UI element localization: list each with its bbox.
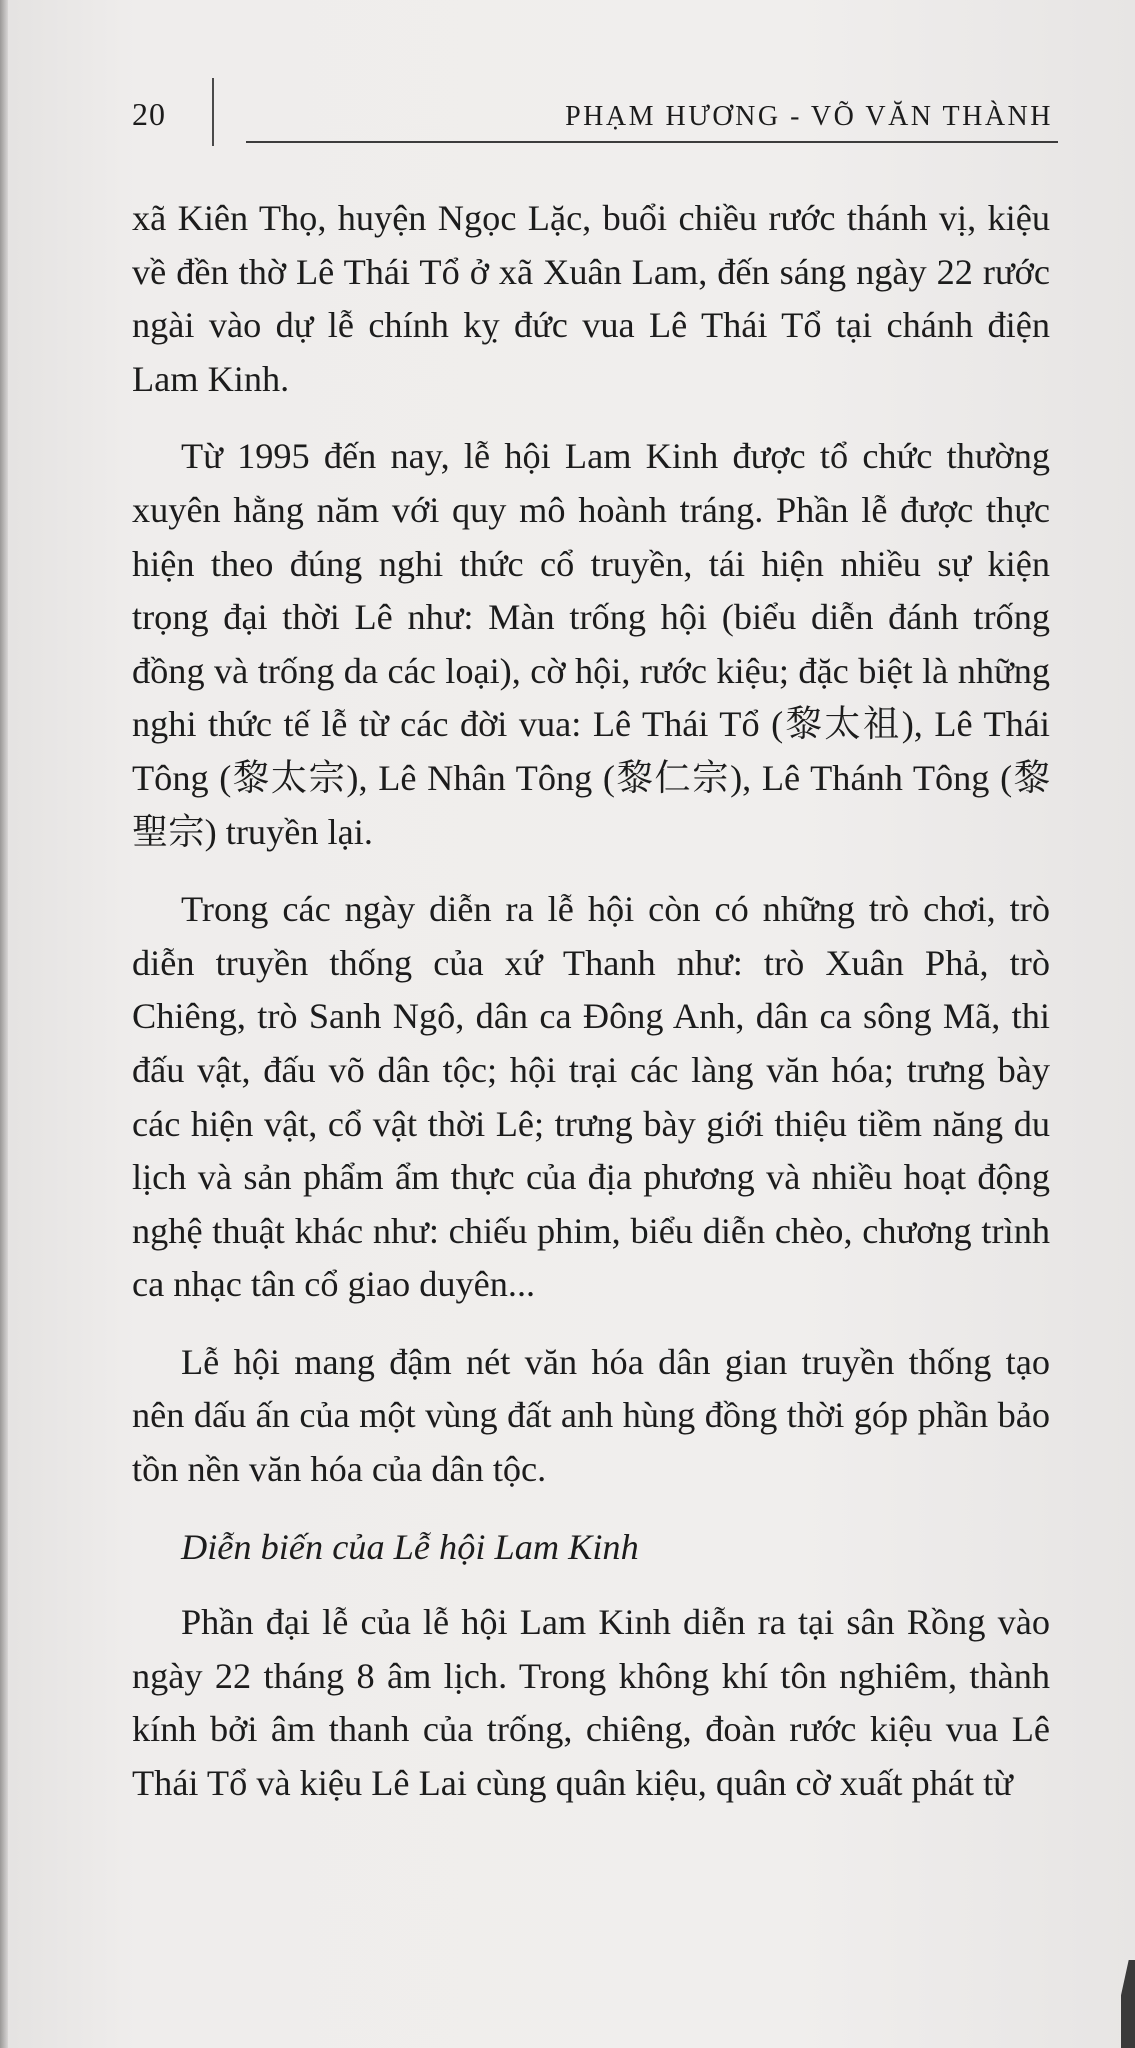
page-header [0,0,1135,160]
paragraph-main-ceremony: Phần đại lễ của lễ hội Lam Kinh diễn ra tại sân Rồng vào ngày 22 tháng 8 âm lịch. Trong không khí tôn nghiêm, thành kính bởi âm thanh của trống, chiêng, đoàn rước kiệu vua Lê Thái Tổ và kiệu Lê Lai cùng quân kiệu, quân cờ xuất phát từ [132,1602,1050,1804]
paragraph-festival-since-1995: Từ 1995 đến nay, lễ hội Lam Kinh được tổ chức thường xuyên hằng năm với quy mô hoành tráng. Phần lễ được thực hiện theo đúng nghi thức cổ truyền, tái hiện nhiều sự kiện trọng đại thời Lê như: Màn trống hội (biểu diễn đánh trống đồng và trống da các loại), cờ hội, rước kiệu; đặc biệt là những nghi thức tế lễ từ các đời vua: Lê Thái Tổ (黎太祖), Lê Thái Tông (黎太宗), Lê Nhân Tông (黎仁宗), Lê Thánh Tông (黎聖宗) truyền lại. [132,436,1050,852]
page-number: 20 [132,96,166,132]
page-body [132,192,1050,1835]
paragraph-continued: xã Kiên Thọ, huyện Ngọc Lặc, buổi chiều rước thánh vị, kiệu về đền thờ Lê Thái Tổ ở xã Xuân Lam, đến sáng ngày 22 rước ngài vào dự lễ chính kỵ đức vua Lê Thái Tổ tại chánh điện Lam Kinh. [132,198,1050,399]
section-heading: Diễn biến của Lễ hội Lam Kinh [181,1526,639,1567]
running-head-authors: PHẠM HƯƠNG - VÕ VĂN THÀNH [565,101,1053,132]
header-divider [212,78,214,146]
binding-shadow [0,0,8,2048]
paragraph-cultural-value: Lễ hội mang đậm nét văn hóa dân gian truyền thống tạo nên dấu ấn của một vùng đất anh hùng đồng thời góp phần bảo tồn nền văn hóa của dân tộc. [132,1341,1050,1490]
header-rule [246,141,1058,143]
paragraph-traditional-games: Trong các ngày diễn ra lễ hội còn có những trò chơi, trò diễn truyền thống của xứ Thanh như: trò Xuân Phả, trò Chiêng, trò Sanh Ngô, dân ca Đông Anh, dân ca sông Mã, thi đấu vật, đấu võ dân tộc; hội trại các làng văn hóa; trưng bày các hiện vật, cổ vật thời Lê; trưng bày giới thiệu tiềm năng du lịch và sản phẩm ẩm thực của địa phương và nhiều hoạt động nghệ thuật khác như: chiếu phim, biểu diễn chèo, chương trình ca nhạc tân cổ giao duyên... [132,889,1050,1305]
